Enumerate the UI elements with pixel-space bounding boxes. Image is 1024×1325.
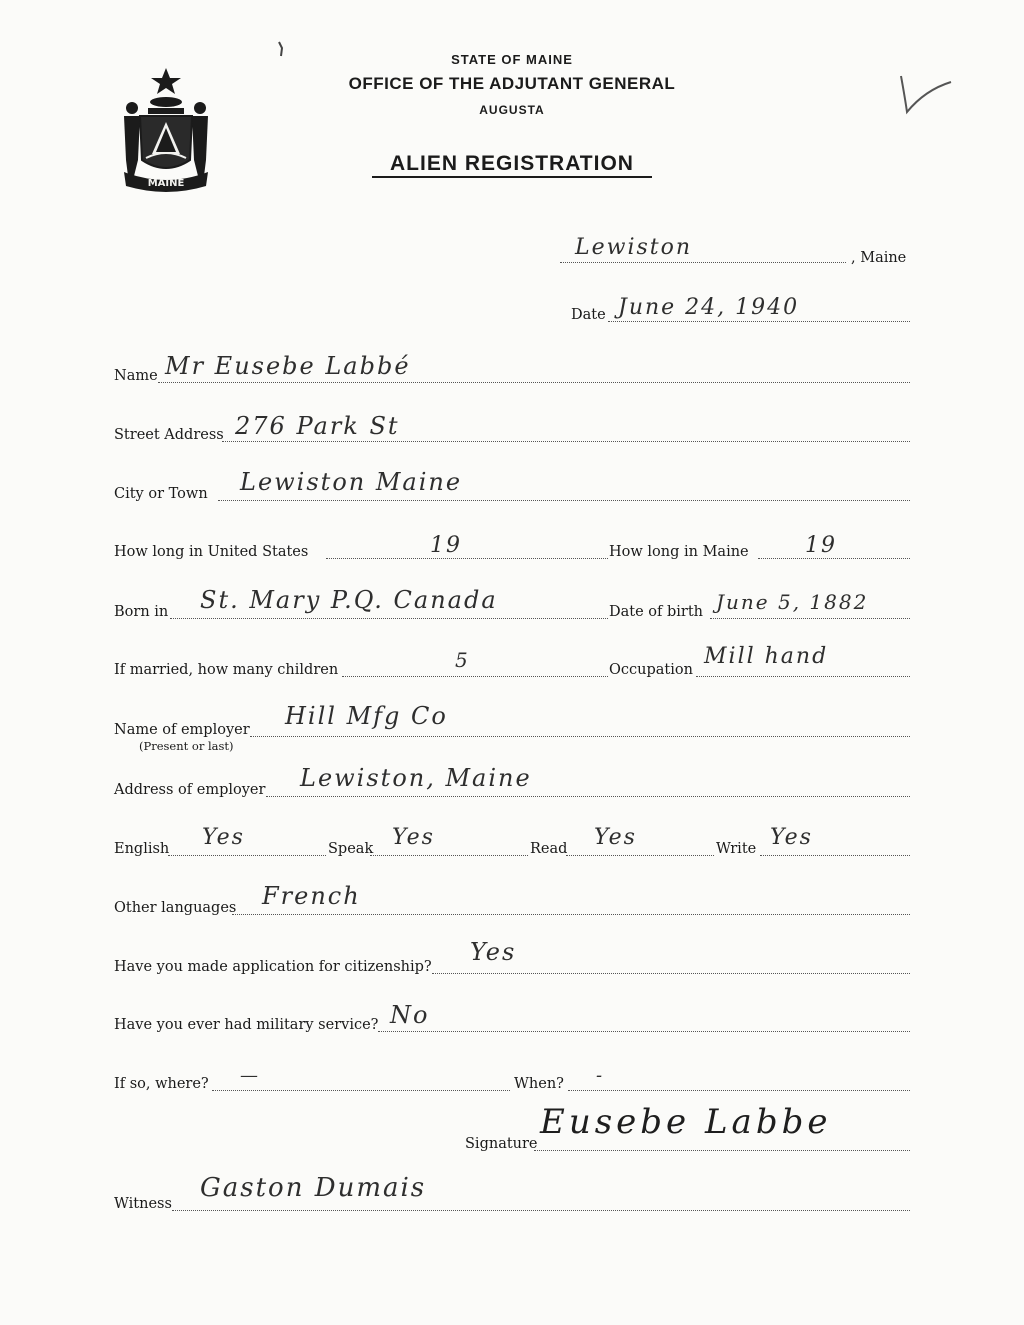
where-label: If so, where? [114,1076,209,1092]
how-long-us-line [326,558,608,559]
title-underline [372,176,652,178]
svg-text:MAINE: MAINE [147,178,185,189]
street-address-value[interactable]: 276 Park St [235,412,400,440]
signature-label: Signature [465,1136,538,1152]
occupation-label: Occupation [609,662,693,678]
how-long-us-label: How long in United States [114,544,309,560]
city-heading: AUGUSTA [479,103,545,117]
children-line [342,676,608,677]
date-value[interactable]: June 24, 1940 [618,295,800,320]
english-line [168,855,326,856]
employer-value[interactable]: Hill Mfg Co [285,702,448,730]
street-address-label: Street Address [114,427,224,443]
write-line [760,855,910,856]
occupation-value[interactable]: Mill hand [704,644,829,669]
name-value[interactable]: Mr Eusebe Labbé [165,352,411,380]
citizenship-line [432,973,910,974]
children-label: If married, how many children [114,662,339,678]
read-label: Read [530,841,568,857]
citizenship-label: Have you made application for citizenship? [114,959,432,975]
write-label: Write [716,841,757,857]
military-line [378,1031,910,1032]
date-label: Date [571,307,606,323]
city-or-town-line [218,500,910,501]
state-heading: STATE OF MAINE [451,52,573,67]
employer-label: Name of employer [114,722,250,738]
write-value[interactable]: Yes [770,825,813,850]
military-label: Have you ever had military service? [114,1017,379,1033]
name-line [158,382,910,383]
employer-line [250,736,910,737]
employer-address-label: Address of employer [114,782,266,798]
city-or-town-value[interactable]: Lewiston Maine [240,468,463,496]
read-value[interactable]: Yes [594,825,637,850]
english-value[interactable]: Yes [202,825,245,850]
place-line [560,262,846,263]
where-value[interactable]: — [240,1065,260,1086]
other-languages-value[interactable]: French [262,882,361,910]
born-in-label: Born in [114,604,169,620]
how-long-maine-value[interactable]: 19 [805,533,837,558]
place-value[interactable]: Lewiston [575,235,693,260]
military-value[interactable]: No [390,1001,430,1029]
date-of-birth-line [710,618,910,619]
speak-line [370,855,528,856]
speak-value[interactable]: Yes [392,825,435,850]
employer-address-value[interactable]: Lewiston, Maine [300,764,532,792]
how-long-us-value[interactable]: 19 [430,533,462,558]
how-long-maine-label: How long in Maine [609,544,749,560]
when-value[interactable]: - [596,1065,605,1086]
employer-address-line [266,796,910,797]
date-of-birth-label: Date of birth [609,604,704,620]
office-heading: OFFICE OF THE ADJUTANT GENERAL [348,74,676,93]
other-languages-label: Other languages [114,900,237,916]
employer-sublabel: (Present or last) [139,739,234,753]
speak-label: Speak [328,841,374,857]
witness-label: Witness [114,1196,172,1212]
date-of-birth-value[interactable]: June 5, 1882 [716,590,869,614]
born-in-value[interactable]: St. Mary P.Q. Canada [200,586,498,614]
name-label: Name [114,368,158,384]
place-suffix-label: , Maine [851,250,907,266]
children-value[interactable]: 5 [455,648,470,672]
form-title: ALIEN REGISTRATION [390,152,634,175]
read-line [566,855,714,856]
witness-line [172,1210,910,1211]
signature-line [534,1150,910,1151]
witness-value[interactable]: Gaston Dumais [200,1173,427,1203]
where-line [212,1090,510,1091]
when-label: When? [514,1076,564,1092]
citizenship-value[interactable]: Yes [470,938,517,966]
how-long-maine-line [758,558,910,559]
english-label: English [114,841,170,857]
occupation-line [696,676,910,677]
when-line [568,1090,910,1091]
street-address-line [222,441,910,442]
other-languages-line [232,914,910,915]
city-or-town-label: City or Town [114,486,208,502]
date-line [608,321,910,322]
born-in-line [170,618,608,619]
signature-value[interactable]: Eusebe Labbe [540,1102,832,1142]
